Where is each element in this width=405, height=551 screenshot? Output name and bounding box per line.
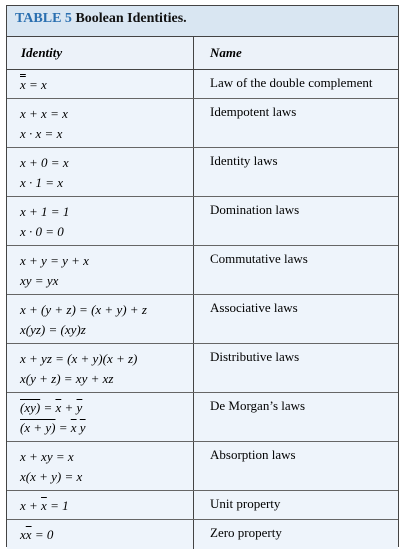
name-cell: Domination laws (210, 202, 300, 217)
identity-equation: x = x (20, 77, 47, 92)
identity-equation: x + 1 = 1 (20, 204, 70, 219)
name-cell: Associative laws (210, 300, 298, 315)
identity-cell (7, 393, 194, 441)
identity-equation: x(yz) = (xy)z (20, 322, 86, 337)
table-row (7, 393, 398, 442)
identity-cell (7, 246, 194, 294)
identity-cell (7, 197, 194, 245)
table-row (7, 197, 398, 246)
identity-equation: x(x + y) = x (20, 469, 83, 484)
table-row (7, 520, 398, 549)
table-row (7, 70, 398, 99)
name-cell: Absorption laws (210, 447, 296, 462)
identity-equation: x + xy = x (20, 449, 74, 464)
table-row (7, 295, 398, 344)
header-identity: Identity (7, 37, 194, 69)
header-name: Name (210, 45, 242, 60)
table-number: TABLE 5 (15, 11, 72, 26)
identity-equation: xy = yx (20, 273, 59, 288)
table-row (7, 491, 398, 520)
table-row (7, 442, 398, 491)
name-cell: Unit property (210, 496, 281, 511)
identity-equation: x · x = x (20, 126, 63, 141)
identity-cell (7, 344, 194, 392)
table-row (7, 99, 398, 148)
identity-equation: x + x = x (20, 106, 68, 121)
boolean-identities-table (6, 5, 399, 547)
identity-cell (7, 99, 194, 147)
identity-equation: x · 0 = 0 (20, 224, 64, 239)
name-cell: Idempotent laws (210, 104, 297, 119)
identity-equation: x + y = y + x (20, 253, 89, 268)
table-caption (7, 6, 398, 37)
name-cell: Distributive laws (210, 349, 300, 364)
identity-cell (7, 442, 194, 490)
name-cell: Zero property (210, 525, 282, 540)
table-row (7, 246, 398, 295)
identity-equation: x(y + z) = xy + xz (20, 371, 114, 386)
identity-equation: $x + \overline{x} = 1$ (20, 498, 69, 513)
name-cell: Law of the double complement (210, 75, 373, 90)
identity-equation: x · 1 = x (20, 175, 64, 190)
identity-equation: $(xy) = \overline{x} + \overline{y}$ (20, 400, 83, 415)
identity-cell (7, 70, 194, 98)
name-cell: Commutative laws (210, 251, 308, 266)
identity-cell (7, 491, 194, 519)
table-row (7, 344, 398, 393)
table-row (7, 148, 398, 197)
table-header-row (7, 37, 398, 70)
identity-equation: x + yz = (x + y)(x + z) (20, 351, 138, 366)
name-cell: De Morgan’s laws (210, 398, 306, 413)
table-title: Boolean Identities. (75, 11, 187, 26)
identity-equation: $x\overline{x} = 0$ (20, 527, 54, 542)
identity-equation: x + (y + z) = (x + y) + z (20, 302, 147, 317)
identity-cell (7, 295, 194, 343)
identity-equation: x + 0 = x (20, 155, 69, 170)
identity-cell (7, 520, 194, 549)
identity-equation: $(x + y) = \overline{x}$ $\overline{y}$ (20, 420, 86, 435)
identity-cell (7, 148, 194, 196)
name-cell: Identity laws (210, 153, 278, 168)
